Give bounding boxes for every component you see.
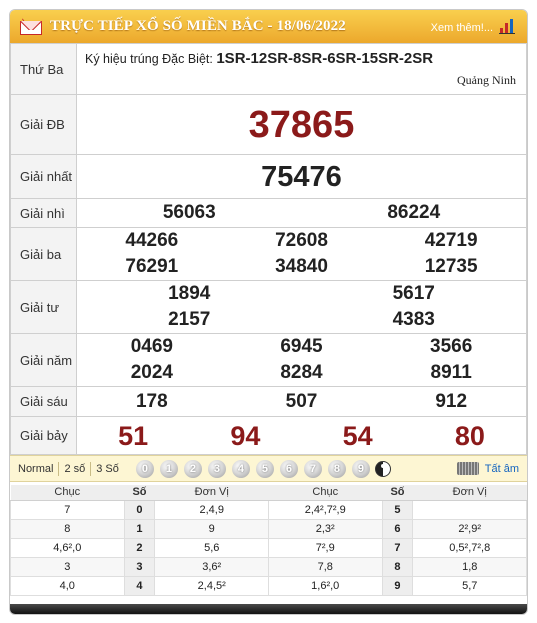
loto-donvi-cell: 2²,9²: [413, 519, 527, 538]
loto-table: [10, 485, 527, 596]
prize-number: 44266: [125, 230, 179, 251]
loto-so-cell: 7: [382, 538, 413, 557]
table-row: [11, 500, 527, 519]
loto-chuc-cell: 4,0: [11, 576, 125, 595]
province-name: Quảng Ninh: [457, 73, 516, 87]
digit-button-1[interactable]: 1: [160, 460, 178, 478]
digit-button-3[interactable]: 3: [208, 460, 226, 478]
symbol-codes: 1SR-12SR-8SR-6SR-15SR-2SR: [216, 50, 434, 67]
prize-number: 34840: [275, 256, 328, 277]
see-more-link[interactable]: Xem thêm!...: [430, 22, 493, 34]
prize-number: 80: [454, 420, 485, 451]
loto-chuc-cell: 7: [11, 500, 125, 519]
loto-chuc-cell: 7,8: [268, 557, 382, 576]
loto-so-cell: 4: [124, 576, 155, 595]
prize-number: 5617: [392, 283, 435, 304]
prize-label-3: Giải ba: [11, 228, 77, 281]
prize-label-7: Giải bảy: [11, 417, 77, 455]
special-prize-number: 37865: [248, 103, 355, 146]
prize-number: 178: [135, 390, 168, 412]
mail-icon: [20, 19, 42, 35]
symbol-label: Ký hiệu trúng Đặc Biệt:: [85, 52, 213, 66]
mode-3-digits[interactable]: 3 Số: [96, 462, 119, 475]
results-panel: [9, 9, 528, 615]
loto-so-cell: 6: [382, 519, 413, 538]
digit-button-6[interactable]: 6: [280, 460, 298, 478]
loto-donvi-cell: 9: [155, 519, 269, 538]
prize-number: 42719: [424, 230, 478, 251]
loto-donvi-cell: 0,5²,7²,8: [413, 538, 527, 557]
footer-bar: [10, 604, 527, 614]
prize-number: 56063: [162, 202, 216, 223]
prize-number: 6945: [280, 336, 323, 357]
loto-so-cell: 3: [124, 557, 155, 576]
digit-button-4[interactable]: 4: [232, 460, 250, 478]
prize-number: 4383: [392, 309, 435, 330]
loto-chuc-cell: 2,4²,7²,9: [268, 500, 382, 519]
prize-number: 2024: [130, 362, 173, 383]
symbol-cell: [77, 44, 527, 95]
prize-label-4: Giải tư: [11, 281, 77, 334]
loto-donvi-cell: [413, 500, 527, 519]
col-donvi: Đơn Vị: [413, 485, 527, 500]
loto-donvi-cell: 3,6²: [155, 557, 269, 576]
prize-label-6: Giải sáu: [11, 387, 77, 417]
mode-normal[interactable]: Normal: [10, 462, 59, 476]
digit-filter: [136, 460, 370, 478]
prize-number: 8911: [430, 362, 472, 383]
prize-number: 94: [230, 420, 261, 451]
loto-so-cell: 8: [382, 557, 413, 576]
yin-yang-icon[interactable]: [375, 461, 391, 477]
speaker-icon: [457, 462, 479, 475]
prize-number: 8284: [280, 362, 323, 383]
prize-label-2: Giải nhì: [11, 199, 77, 228]
loto-so-cell: 9: [382, 576, 413, 595]
prize-number: 51: [118, 420, 149, 451]
loto-donvi-cell: 5,7: [413, 576, 527, 595]
prize-number: 0469: [130, 336, 173, 357]
loto-donvi-cell: 2,4,9: [155, 500, 269, 519]
loto-chuc-cell: 7²,9: [268, 538, 382, 557]
first-prize-number: 75476: [261, 160, 342, 193]
header-bar: [10, 10, 527, 43]
prize-number: 507: [285, 390, 318, 412]
table-row: [11, 557, 527, 576]
loto-so-cell: 0: [124, 500, 155, 519]
prize-number: 2157: [168, 309, 211, 330]
digit-button-9[interactable]: 9: [352, 460, 370, 478]
prize-number: 912: [435, 390, 468, 412]
col-so: Số: [382, 485, 413, 500]
loto-donvi-cell: 1,8: [413, 557, 527, 576]
prize-label-db: Giải ĐB: [11, 95, 77, 155]
digit-button-8[interactable]: 8: [328, 460, 346, 478]
display-toolbar: [10, 455, 527, 482]
col-donvi: Đơn Vị: [155, 485, 269, 500]
prize-number: 3566: [430, 336, 473, 357]
mode-2-digits[interactable]: 2 số: [59, 462, 91, 476]
results-table: [10, 43, 527, 455]
bar-chart-icon[interactable]: [499, 19, 515, 33]
loto-so-cell: 1: [124, 519, 155, 538]
loto-chuc-cell: 4,6²,0: [11, 538, 125, 557]
loto-so-cell: 5: [382, 500, 413, 519]
prize-number: 86224: [387, 202, 441, 223]
loto-chuc-cell: 8: [11, 519, 125, 538]
prize-label-5: Giải năm: [11, 334, 77, 387]
day-label: Thứ Ba: [11, 44, 77, 95]
col-chuc: Chục: [268, 485, 382, 500]
prize-number: 72608: [275, 230, 328, 251]
loto-chuc-cell: 3: [11, 557, 125, 576]
loto-chuc-cell: 2,3²: [268, 519, 382, 538]
prize-number: 54: [342, 420, 373, 451]
loto-chuc-cell: 1,6²,0: [268, 576, 382, 595]
col-so: Số: [124, 485, 155, 500]
loto-donvi-cell: 2,4,5²: [155, 576, 269, 595]
mute-all-label: Tất âm: [484, 462, 519, 475]
prize-number: 76291: [125, 256, 179, 277]
loto-so-cell: 2: [124, 538, 155, 557]
table-row: [11, 576, 527, 595]
page-title: TRỰC TIẾP XỔ SỐ MIỀN BẮC - 18/06/2022: [50, 18, 346, 34]
digit-button-2[interactable]: 2: [184, 460, 202, 478]
digit-button-0[interactable]: 0: [136, 460, 154, 478]
col-chuc: Chục: [11, 485, 125, 500]
table-row: [11, 519, 527, 538]
loto-donvi-cell: 5,6: [155, 538, 269, 557]
prize-number: 1894: [168, 283, 211, 304]
prize-label-1: Giải nhất: [11, 155, 77, 199]
digit-button-5[interactable]: 5: [256, 460, 274, 478]
table-row: [11, 538, 527, 557]
mute-all-control[interactable]: [457, 462, 519, 475]
digit-button-7[interactable]: 7: [304, 460, 322, 478]
prize-number: 12735: [424, 256, 478, 277]
